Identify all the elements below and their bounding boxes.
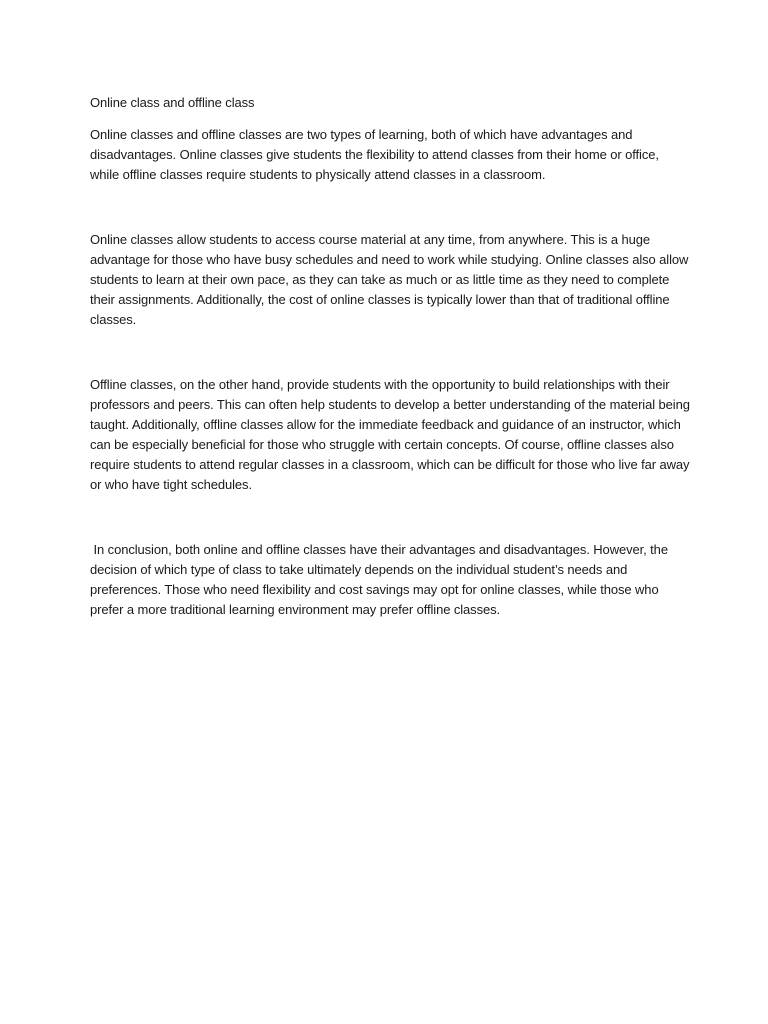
paragraph-introduction: Online classes and offline classes are two types of learning, both of which have advantages and disadvantages. Online classes give students the flexibility to attend classes from their home or office, while offline classes require students to physically attend classes in a classroom. — [90, 127, 663, 182]
paragraph-offline-classes: Offline classes, on the other hand, provide students with the opportunity to build relationships with their professors and peers. This can often help students to develop a better understanding of the material being taught. Additionally, offline classes allow for the immediate feedback and guidance of an instructor, which can be especially beneficial for those who struggle with certain concepts. Of course, offline classes also require students to attend regular classes in a classroom, which can be difficult for those who live far away or who have tight schedules. — [90, 377, 694, 492]
paragraph-conclusion: In conclusion, both online and offline classes have their advantages and disadvantages. However, the decision of which type of class to take ultimately depends on the individual student’s needs and preferences. Those who need flexibility and cost savings may opt for online classes, while those who prefer a more traditional learning environment may prefer offline classes. — [90, 542, 672, 617]
document-body — [90, 93, 694, 620]
document-title: Online class and offline class — [90, 95, 255, 110]
paragraph-online-classes: Online classes allow students to access course material at any time, from anywhere. This is a huge advantage for those who have busy schedules and need to work while studying. Online classes also allow students to learn at their own pace, as they can take as much or as little time as they need to complete their assignments. Additionally, the cost of online classes is typically lower than that of traditional offline classes. — [90, 232, 692, 327]
